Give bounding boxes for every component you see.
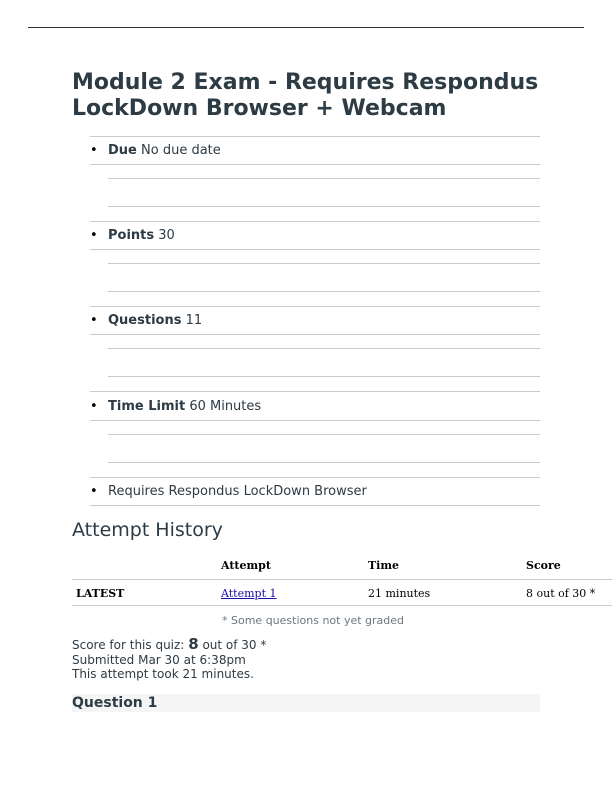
divider: [108, 291, 540, 292]
divider: [90, 136, 540, 137]
divider: [90, 306, 540, 307]
submitted-line: Submitted Mar 30 at 6:38pm: [72, 653, 246, 667]
detail-lockdown-requirement: [108, 484, 367, 500]
detail-value: 60 Minutes: [189, 399, 262, 414]
duration-line: This attempt took 21 minutes.: [72, 667, 254, 681]
divider: [108, 434, 540, 435]
table-divider: [72, 579, 612, 580]
divider: [90, 477, 540, 478]
detail-time-limit: [108, 399, 261, 415]
attempt-1-link[interactable]: Attempt 1: [221, 587, 277, 600]
column-header-score: Score: [526, 559, 561, 572]
detail-due: [108, 143, 221, 159]
table-divider: [72, 605, 612, 606]
detail-value: Requires Respondus LockDown Browser: [108, 484, 367, 499]
divider: [108, 376, 540, 377]
score-value: 8: [188, 635, 199, 653]
page-title: Module 2 Exam - Requires Respondus LockDown Browser + Webcam: [72, 70, 539, 121]
detail-label: Due: [108, 143, 137, 158]
column-header-attempt: Attempt: [221, 559, 271, 572]
column-header-time: Time: [368, 559, 400, 572]
question-title: Question 1: [72, 695, 158, 711]
quiz-score-line: [72, 637, 266, 652]
attempt-score: 8 out of 30 *: [526, 587, 596, 600]
detail-label: Points: [108, 228, 155, 243]
divider: [108, 206, 540, 207]
bullet-icon: •: [90, 399, 98, 414]
detail-label: Time Limit: [108, 399, 186, 414]
divider: [108, 348, 540, 349]
bullet-icon: •: [90, 228, 98, 243]
bullet-icon: •: [90, 484, 98, 499]
attempt-time: 21 minutes: [368, 587, 431, 600]
bullet-icon: •: [90, 313, 98, 328]
detail-value: No due date: [141, 143, 221, 158]
divider: [108, 178, 540, 179]
attempt-history-heading: Attempt History: [72, 519, 223, 541]
detail-questions: [108, 313, 202, 329]
divider: [90, 420, 540, 421]
divider: [108, 462, 540, 463]
detail-value: 30: [158, 228, 175, 243]
detail-value: 11: [185, 313, 203, 328]
detail-label: Questions: [108, 313, 182, 328]
top-divider: [28, 27, 584, 28]
divider: [90, 505, 540, 506]
divider: [90, 164, 540, 165]
score-suffix: out of 30 *: [202, 638, 267, 652]
divider: [90, 249, 540, 250]
divider: [90, 391, 540, 392]
divider: [90, 221, 540, 222]
latest-label: LATEST: [76, 587, 125, 600]
divider: [90, 334, 540, 335]
ungraded-footnote: * Some questions not yet graded: [222, 614, 405, 627]
score-prefix: Score for this quiz:: [72, 638, 185, 652]
bullet-icon: •: [90, 143, 98, 158]
divider: [108, 263, 540, 264]
detail-points: [108, 228, 175, 244]
